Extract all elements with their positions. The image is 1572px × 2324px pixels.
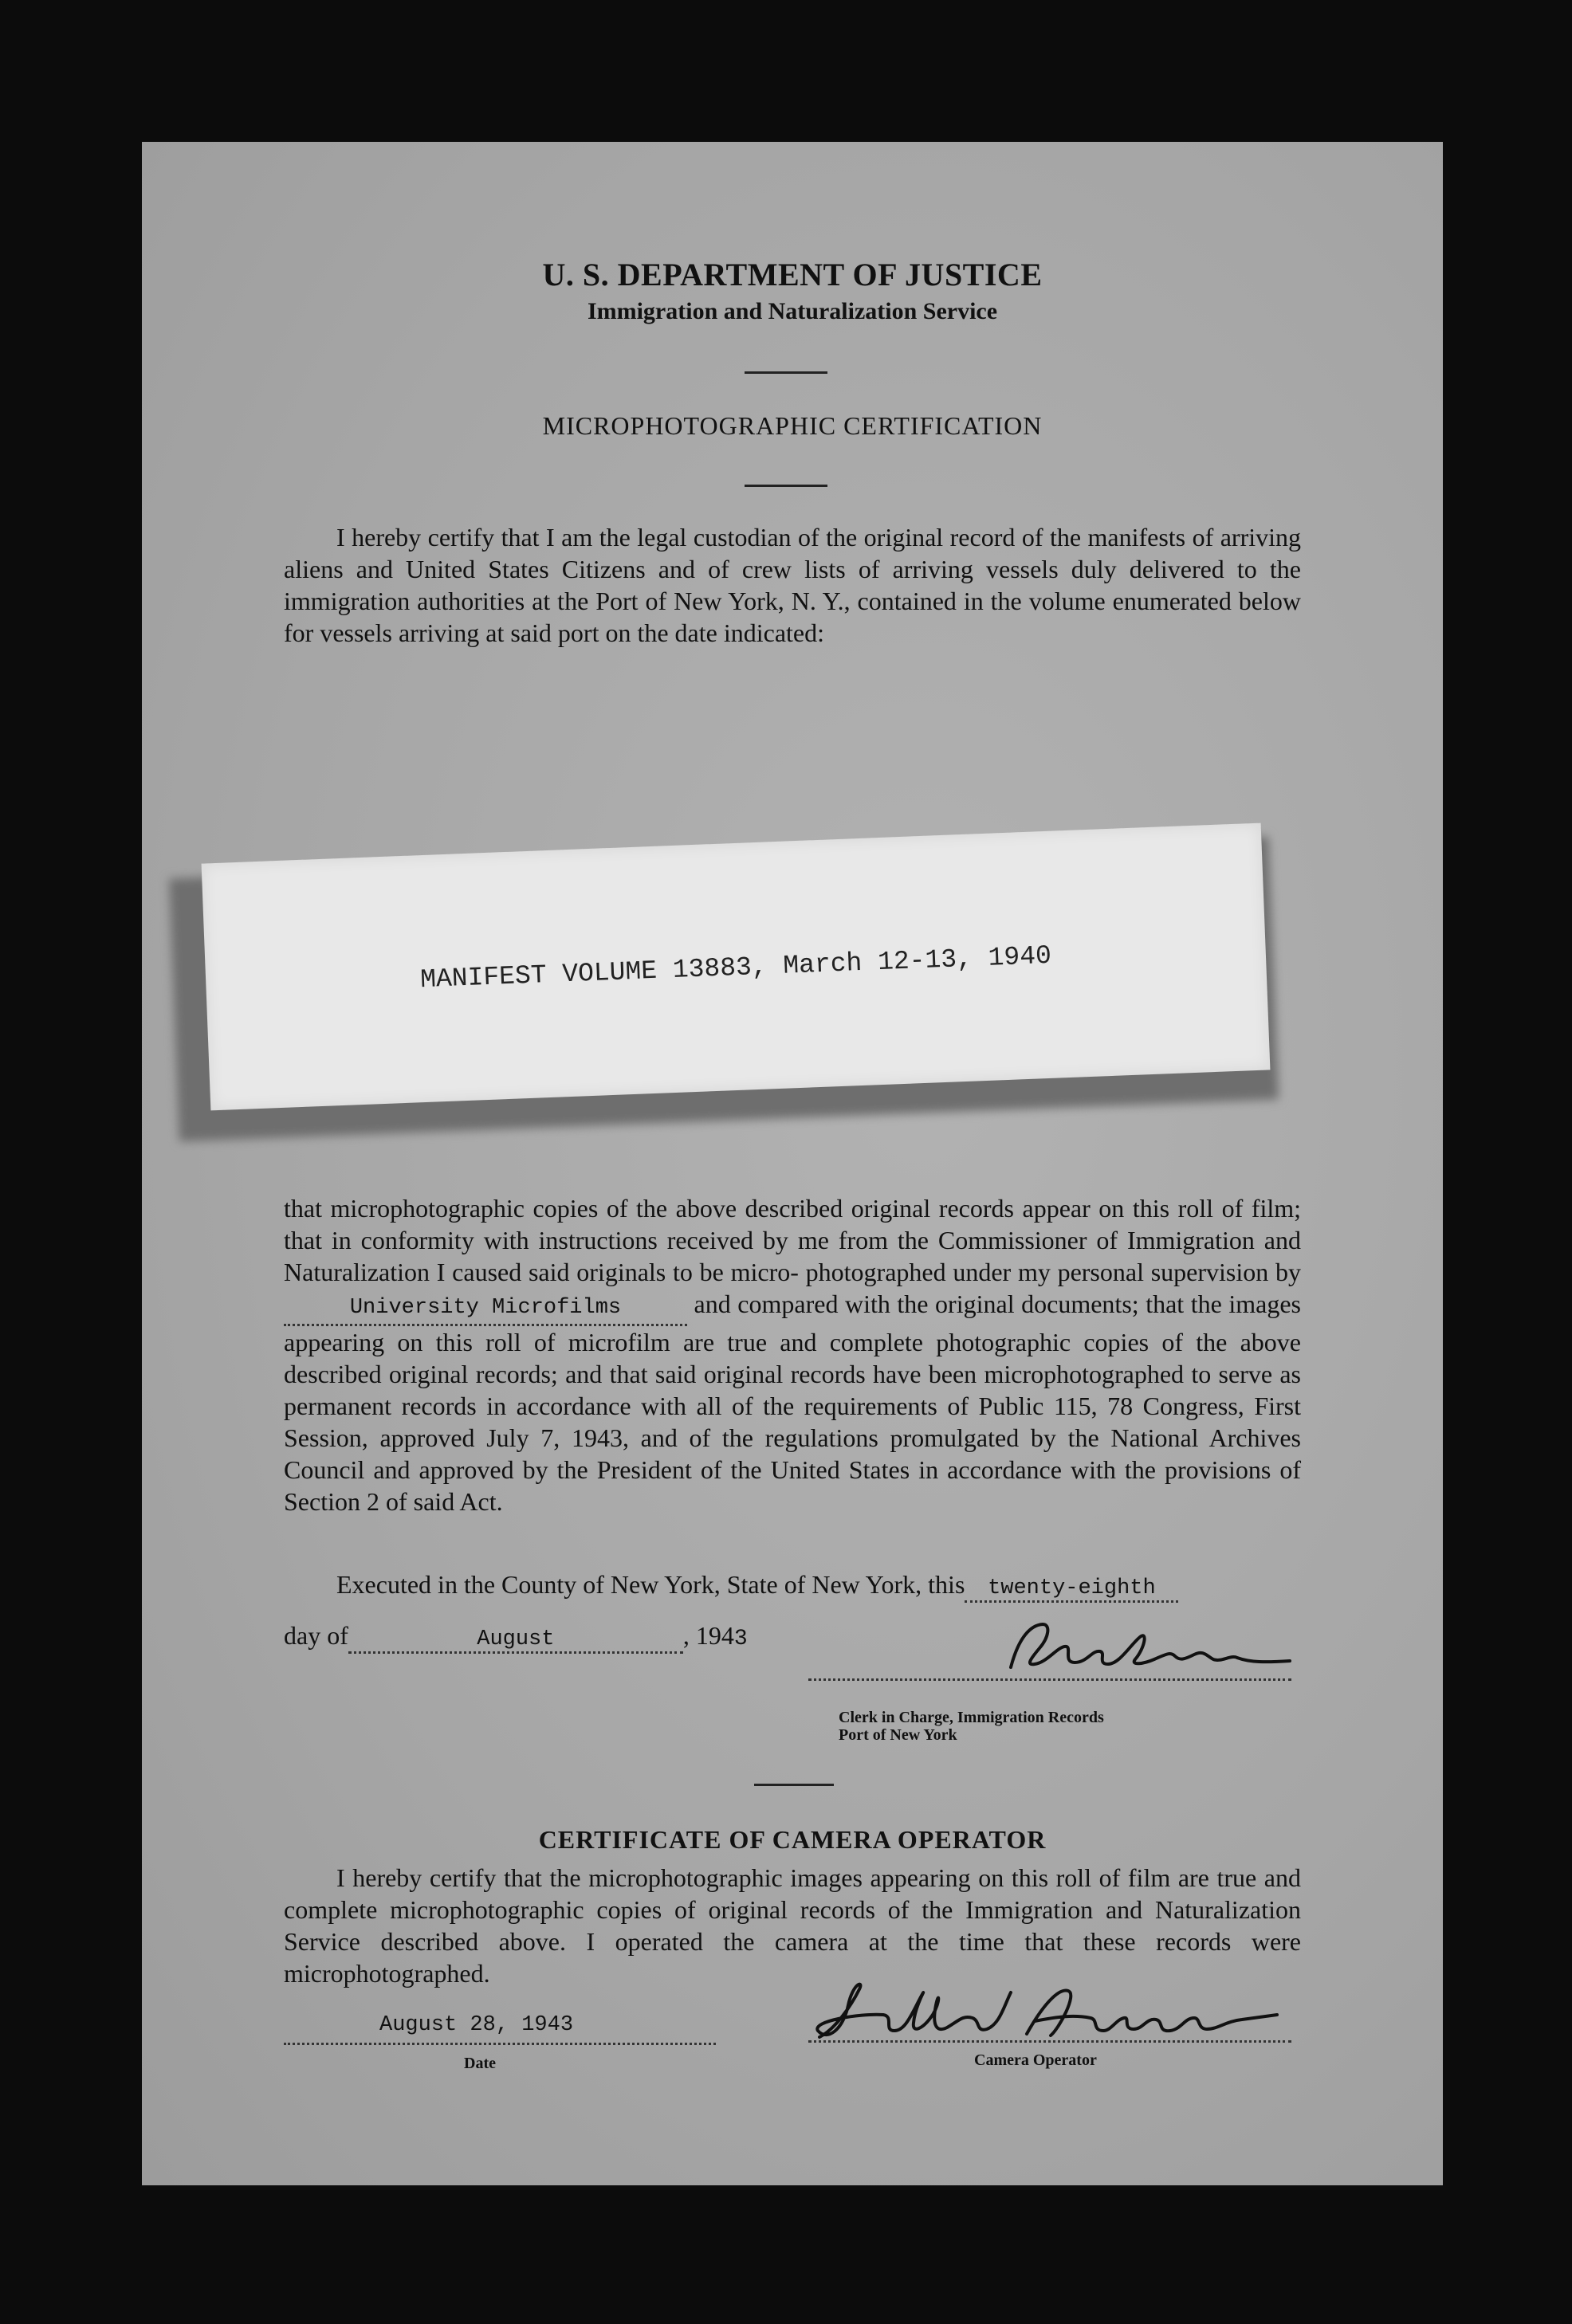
- clerk-title: [839, 1709, 1104, 1744]
- clerk-signature: [891, 1613, 1298, 1680]
- camera-operator-signature-text: Hallah Alexander: [796, 1973, 802, 1974]
- clerk-title-line-2: Port of New York: [839, 1726, 957, 1744]
- manifest-volume-label: MANIFEST VOLUME 13883, March 12-13, 1940: [419, 940, 1052, 995]
- year-prefix: , 194: [682, 1621, 734, 1650]
- body-part-1: that microphotographic copies of the above described original records appear on this roll of film; that in conformity with instructions received by me from the Commissioner of Immigration and Naturalization I caused said originals to be micro-: [284, 1194, 1301, 1286]
- certification-body: [284, 1192, 1301, 1517]
- camera-certificate-title: CERTIFICATE OF CAMERA OPERATOR: [538, 1825, 1047, 1854]
- clerk-title-line-1: Clerk in Charge, Immigration Records: [839, 1709, 1104, 1726]
- camera-operator-signature-line: [808, 2040, 1291, 2043]
- divider-rule: [754, 1784, 834, 1786]
- year-digit: 3: [733, 1627, 748, 1651]
- certification-intro: I hereby certify that I am the legal custodian of the original record of the manifests of arriving aliens and United States Citizens and of crew lists of arriving vessels duly delivered to the immigration authorities at the Port of New York, N. Y., contained in the volume enumerated below for vessels arriving at said port on the date indicated:: [284, 523, 1301, 647]
- executed-line: [336, 1570, 1178, 1603]
- certificate-sheet: [142, 142, 1443, 2185]
- executed-text: Executed in the County of New York, State of New York, this: [336, 1570, 965, 1599]
- camera-date-field: August 28, 1943: [284, 2013, 716, 2045]
- form-title: MICROPHOTOGRAPHIC CERTIFICATION: [542, 411, 1043, 440]
- day-of-label: day of: [284, 1621, 348, 1650]
- divider-rule: [745, 485, 827, 487]
- executed-month-field: August: [348, 1627, 683, 1654]
- divider-rule: [745, 371, 827, 374]
- clerk-signature-line: [808, 1678, 1291, 1681]
- day-of-line: [284, 1621, 748, 1654]
- service-subheading: Immigration and Naturalization Service: [587, 298, 998, 324]
- camera-operator-signature: [796, 1973, 1290, 2050]
- executed-day-field: twenty-eighth: [965, 1576, 1178, 1603]
- camera-date-label: Date: [464, 2055, 496, 2072]
- camera-operator-label: Camera Operator: [974, 2051, 1097, 2069]
- body-part-2: and compared with the original documents; that the images appearing on this roll of microfilm are true and complete photographic copies of the above described original records; and that said original records have been microphotographed to serve as permanent records in accordance with all of the requirements of Public 115, 78 Congress, First Session, approved July 7, 1943, and of the regulations promulgated by the National Archives Council and approved by the President of the United States in accordance with the provisions of Section 2 of said Act.: [284, 1290, 1302, 1516]
- manifest-label-strip: [202, 823, 1271, 1111]
- supervision-text: photographed under my personal supervision by: [805, 1258, 1302, 1286]
- clerk-signature-text: Geo. Ascan: [891, 1613, 895, 1614]
- department-heading: U. S. DEPARTMENT OF JUSTICE: [542, 257, 1043, 292]
- camera-certificate-text: I hereby certify that the microphotographic images appearing on this roll of film are true and complete microphotographic copies of original records of the Immigration and Naturalization Service described above. I operated the camera at the time that these records were microphotographed.: [284, 1863, 1301, 1988]
- photographer-field: University Microfilms: [284, 1292, 687, 1326]
